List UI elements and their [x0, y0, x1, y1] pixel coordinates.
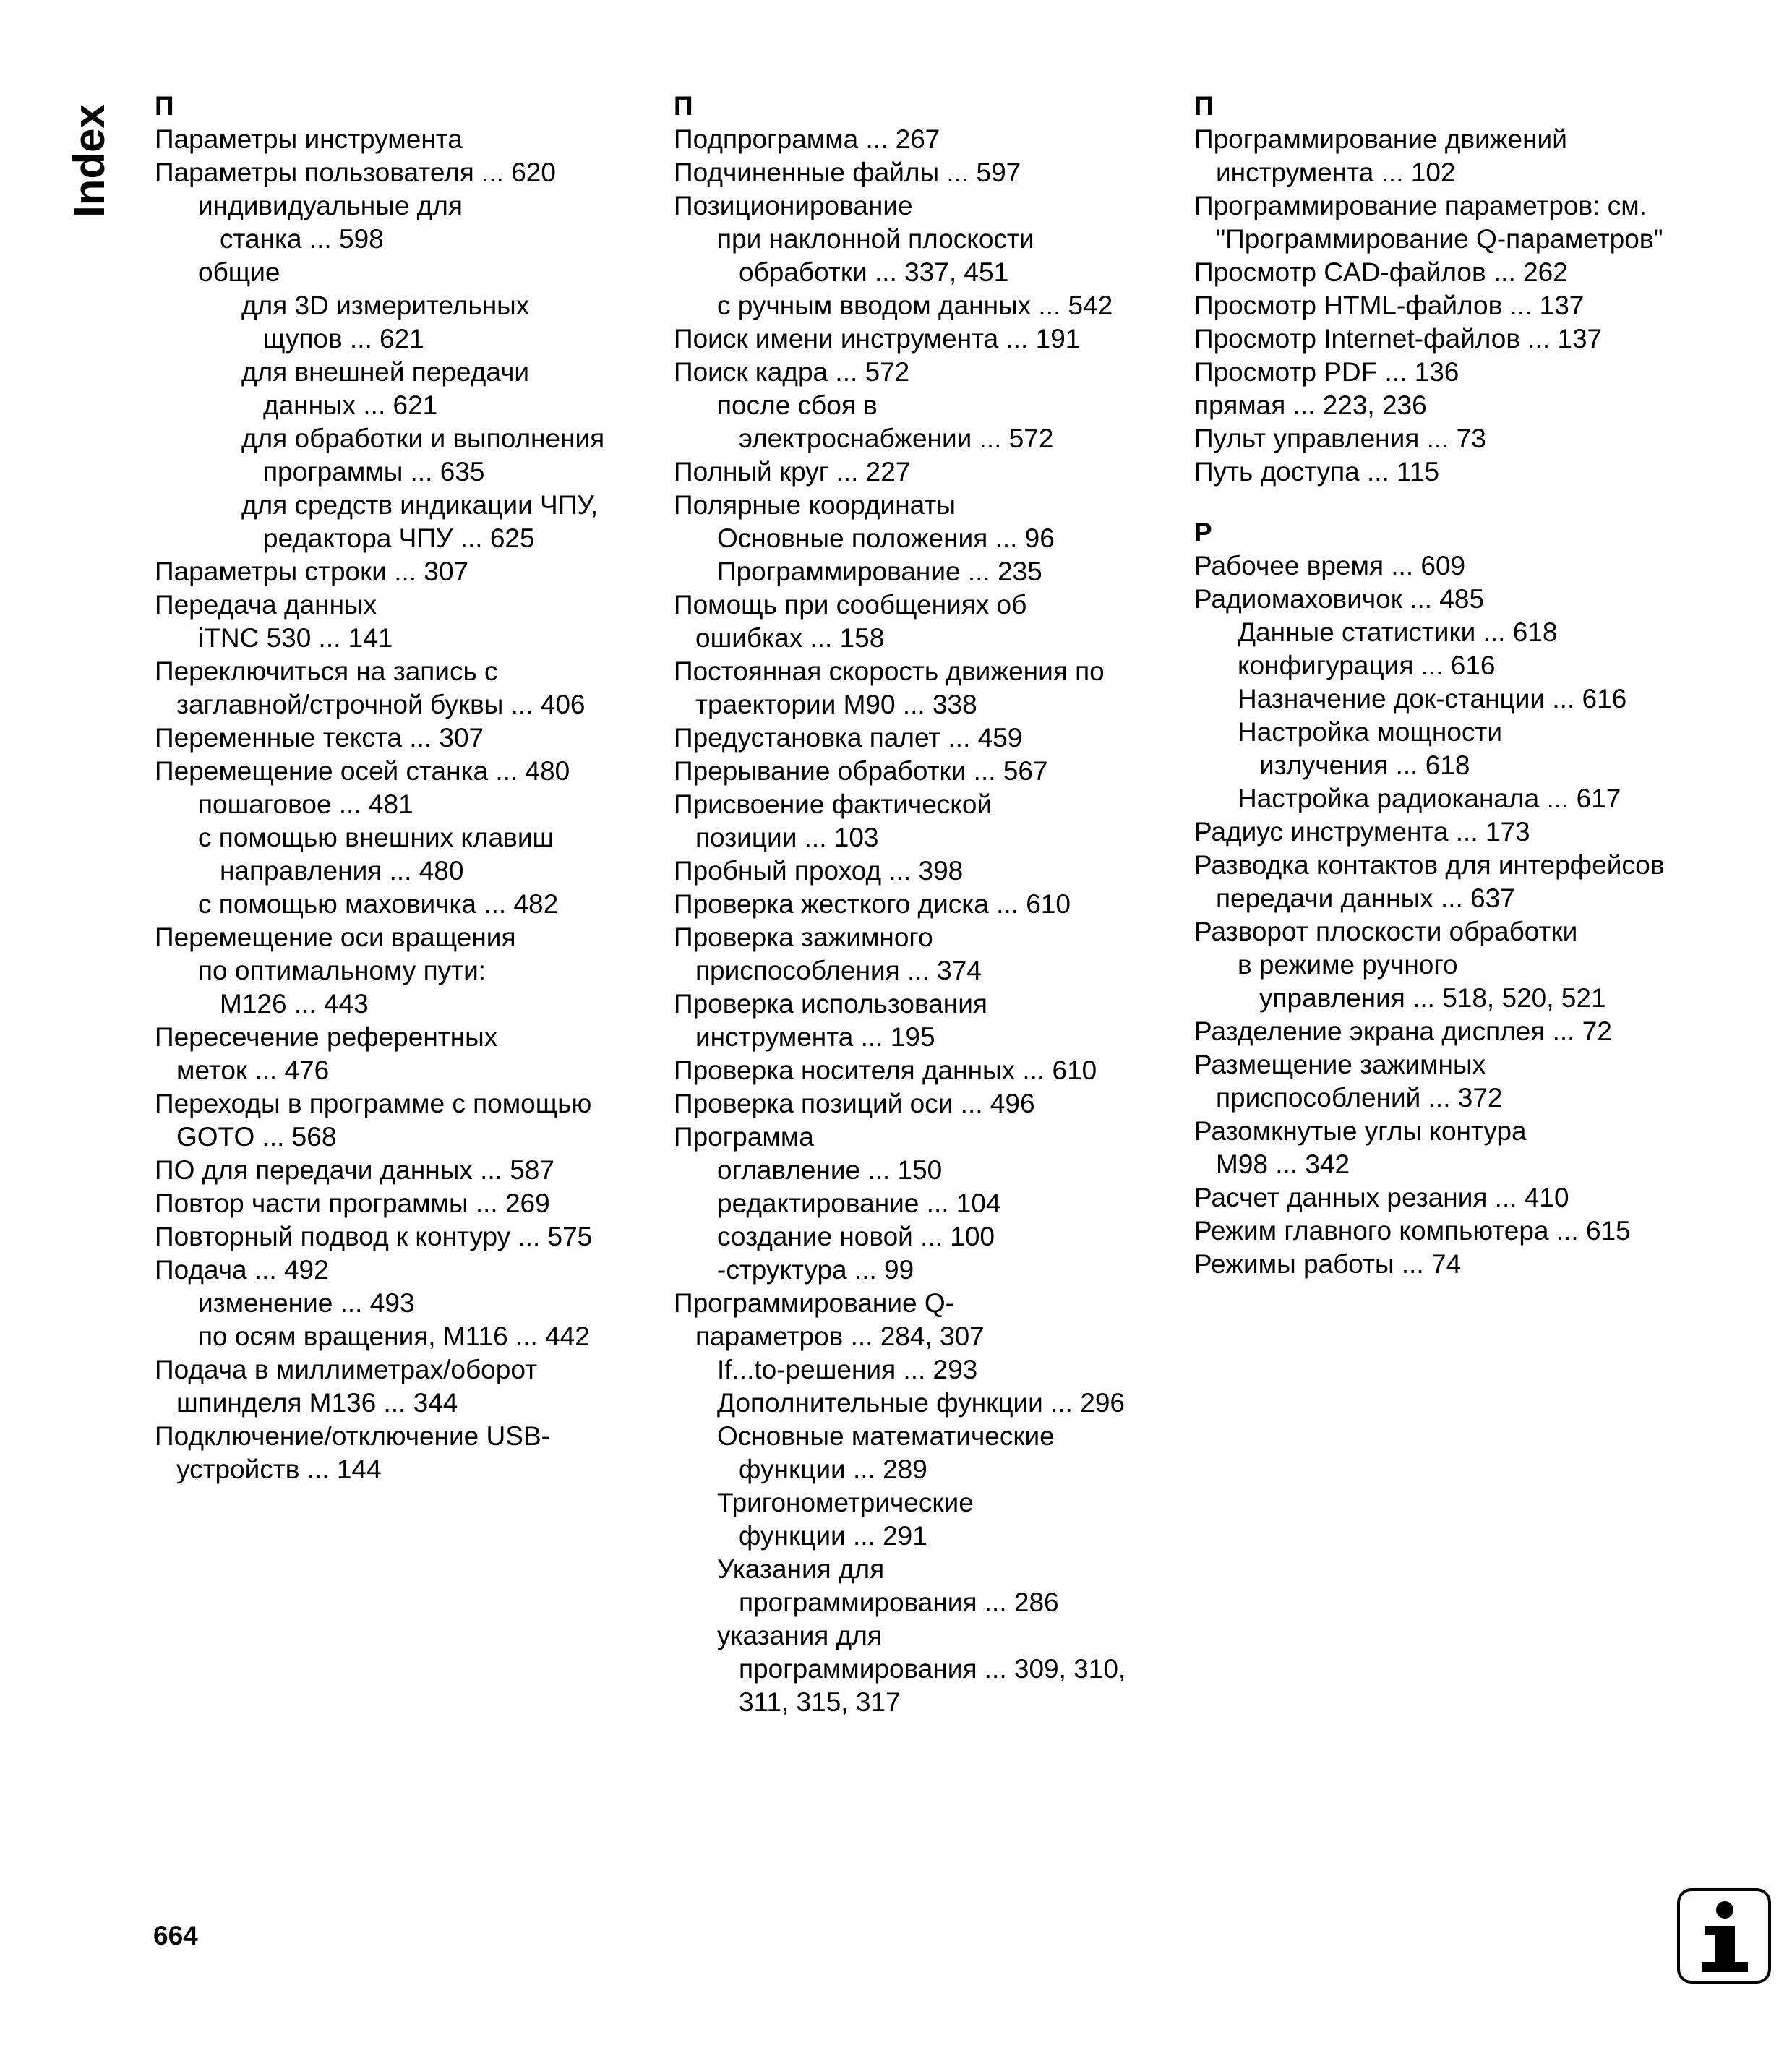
- index-subentry: по осям вращения, M116 ... 442: [198, 1321, 590, 1351]
- index-entry: Переменные текста ... 307: [155, 723, 484, 753]
- index-subentry: "Программирование Q-параметров": [1216, 224, 1663, 254]
- index-letter-heading: П: [155, 91, 174, 121]
- index-subentry: для 3D измерительных: [241, 291, 530, 320]
- index-subentry: GOTO ... 568: [176, 1122, 337, 1152]
- index-subentry: Программирование ... 235: [717, 557, 1042, 586]
- index-entry: Просмотр PDF ... 136: [1194, 357, 1459, 387]
- index-entry: Помощь при сообщениях об: [674, 590, 1027, 620]
- index-subentry: Настройка радиоканала ... 617: [1238, 784, 1621, 813]
- index-subentry: программирования ... 309, 310,: [739, 1654, 1126, 1684]
- index-subentry: шпинделя M136 ... 344: [176, 1388, 458, 1418]
- index-subentry: функции ... 291: [739, 1521, 927, 1551]
- index-subentry: для средств индикации ЧПУ,: [241, 490, 599, 520]
- info-icon: [1677, 1888, 1771, 1984]
- index-entry: Проверка зажимного: [674, 922, 933, 952]
- index-subentry: щупов ... 621: [263, 324, 424, 354]
- index-subentry: Настройка мощности: [1238, 717, 1503, 747]
- index-entry: Подпрограмма ... 267: [674, 124, 940, 154]
- index-entry: Позиционирование: [674, 191, 913, 220]
- index-subentry: Тригонометрические: [717, 1488, 974, 1517]
- index-entry: ПО для передачи данных ... 587: [155, 1155, 554, 1185]
- index-subentry: приспособления ... 374: [695, 956, 982, 985]
- index-entry: Просмотр HTML-файлов ... 137: [1194, 291, 1585, 320]
- index-subentry: редактирование ... 104: [717, 1188, 1001, 1218]
- index-entry: Повтор части программы ... 269: [155, 1188, 550, 1218]
- index-subentry: устройств ... 144: [176, 1454, 382, 1484]
- index-subentry: 311, 315, 317: [739, 1687, 901, 1717]
- index-entry: Проверка использования: [674, 989, 987, 1019]
- index-entry: Подключение/отключение USB-: [155, 1421, 550, 1451]
- index-subentry: инструмента ... 195: [695, 1022, 935, 1052]
- index-entry: Проверка позиций оси ... 496: [674, 1089, 1035, 1118]
- index-subentry: для обработки и выполнения: [241, 424, 605, 453]
- index-subentry: параметров ... 284, 307: [695, 1321, 985, 1351]
- index-subentry: изменение ... 493: [198, 1288, 415, 1318]
- index-entry: Подача ... 492: [155, 1255, 329, 1285]
- index-entry: Параметры инструмента: [155, 124, 463, 154]
- index-entry: Программирование параметров: см.: [1194, 191, 1647, 220]
- index-subentry: редактора ЧПУ ... 625: [263, 523, 535, 553]
- index-subentry: указания для: [717, 1621, 882, 1650]
- index-subentry: передачи данных ... 637: [1216, 883, 1515, 913]
- index-subentry: индивидуальные для: [198, 191, 463, 220]
- index-entry: Разворот плоскости обработки: [1194, 917, 1578, 946]
- index-subentry: траектории M90 ... 338: [695, 690, 977, 719]
- index-subentry: общие: [198, 257, 280, 287]
- index-subentry: функции ... 289: [739, 1454, 927, 1484]
- index-entry: Пульт управления ... 73: [1194, 424, 1486, 453]
- index-entry: Полярные координаты: [674, 490, 956, 520]
- index-subentry: оглавление ... 150: [717, 1155, 943, 1185]
- index-subentry: Дополнительные функции ... 296: [717, 1388, 1125, 1418]
- index-entry: Параметры строки ... 307: [155, 557, 469, 586]
- index-entry: Программирование Q-: [674, 1288, 954, 1318]
- index-subentry: Данные статистики ... 618: [1238, 617, 1558, 647]
- index-subentry: программирования ... 286: [739, 1588, 1059, 1617]
- index-entry: Поиск имени инструмента ... 191: [674, 324, 1081, 354]
- index-entry: прямая ... 223, 236: [1194, 390, 1427, 420]
- index-entry: Просмотр Internet-файлов ... 137: [1194, 324, 1603, 354]
- index-entry: Параметры пользователя ... 620: [155, 158, 556, 187]
- index-entry: Присвоение фактической: [674, 789, 993, 819]
- index-subentry: с помощью внешних клавиш: [198, 823, 554, 852]
- index-entry: Полный круг ... 227: [674, 457, 911, 487]
- index-column-2: [674, 90, 1180, 1719]
- index-subentry: If...to-решения ... 293: [717, 1355, 978, 1384]
- index-subentry: станка ... 598: [220, 224, 384, 254]
- index-subentry: программы ... 635: [263, 457, 485, 487]
- index-subentry: ошибках ... 158: [695, 623, 885, 653]
- index-entry: Разделение экрана дисплея ... 72: [1194, 1016, 1612, 1046]
- index-subentry: пошаговое ... 481: [198, 789, 413, 819]
- index-subentry: меток ... 476: [176, 1055, 330, 1085]
- index-entry: Рабочее время ... 609: [1194, 551, 1466, 580]
- index-subentry: iTNC 530 ... 141: [198, 623, 393, 653]
- index-entry: Разводка контактов для интерфейсов: [1194, 850, 1665, 880]
- index-entry: Радиомаховичок ... 485: [1194, 584, 1485, 614]
- index-entry: Путь доступа ... 115: [1194, 457, 1440, 487]
- index-subentry: по оптимальному пути:: [198, 956, 486, 985]
- index-entry: Повторный подвод к контуру ... 575: [155, 1222, 593, 1251]
- index-entry: Прерывание обработки ... 567: [674, 756, 1048, 786]
- index-entry: Режим главного компьютера ... 615: [1194, 1216, 1631, 1246]
- index-subentry: излучения ... 618: [1259, 750, 1470, 780]
- index-entry: Проверка жесткого диска ... 610: [674, 889, 1071, 919]
- index-side-title: [65, 94, 113, 228]
- index-entry: Просмотр CAD-файлов ... 262: [1194, 257, 1568, 287]
- index-subentry: Указания для: [717, 1554, 885, 1584]
- index-subentry: с помощью маховичка ... 482: [198, 889, 559, 919]
- index-entry: Программирование движений: [1194, 124, 1567, 154]
- index-entry: Пробный проход ... 398: [674, 856, 964, 886]
- index-entry: Радиус инструмента ... 173: [1194, 817, 1530, 847]
- index-subentry: управления ... 518, 520, 521: [1259, 983, 1606, 1013]
- index-column-1: [155, 90, 661, 1486]
- index-subentry: Основные математические: [717, 1421, 1055, 1451]
- index-entry: Переходы в программе с помощью: [155, 1089, 592, 1118]
- index-subentry: приспособлений ... 372: [1216, 1083, 1503, 1113]
- index-subentry: создание новой ... 100: [717, 1222, 995, 1251]
- index-subentry: после сбоя в: [717, 390, 878, 420]
- index-letter-heading: П: [674, 91, 693, 121]
- index-subentry: направления ... 480: [220, 856, 464, 886]
- index-subentry: обработки ... 337, 451: [739, 257, 1009, 287]
- index-entry: Подача в миллиметрах/оборот: [155, 1355, 538, 1384]
- index-entry: Режимы работы ... 74: [1194, 1249, 1462, 1279]
- index-entry: Расчет данных резания ... 410: [1194, 1183, 1569, 1212]
- index-entry: Подчиненные файлы ... 597: [674, 158, 1021, 187]
- info-icon-dot: [1716, 1901, 1733, 1919]
- index-subentry: M126 ... 443: [220, 989, 369, 1019]
- index-subentry: заглавной/строчной буквы ... 406: [176, 690, 586, 719]
- index-entry: Программа: [674, 1122, 814, 1152]
- index-entry: Перемещение осей станка ... 480: [155, 756, 570, 786]
- index-side-title-text: Index: [64, 104, 113, 218]
- page-number: 664: [153, 1921, 198, 1950]
- index-column-3: [1194, 90, 1700, 1281]
- index-entry: Передача данных: [155, 590, 377, 620]
- index-letter-heading: Р: [1194, 518, 1212, 547]
- index-letter-heading: П: [1194, 91, 1214, 121]
- index-subentry: -структура ... 99: [717, 1255, 914, 1285]
- index-subentry: Основные положения ... 96: [717, 523, 1055, 553]
- index-subentry: в режиме ручного: [1238, 950, 1458, 980]
- index-entry: Постоянная скорость движения по: [674, 656, 1105, 686]
- index-entry: Предустановка палет ... 459: [674, 723, 1023, 753]
- index-entry: Размещение зажимных: [1194, 1050, 1486, 1079]
- index-entry: Проверка носителя данных ... 610: [674, 1055, 1097, 1085]
- info-icon-base: [1702, 1962, 1748, 1972]
- index-subentry: данных ... 621: [263, 390, 438, 420]
- index-entry: Пересечение референтных: [155, 1022, 498, 1052]
- index-entry: Поиск кадра ... 572: [674, 357, 910, 387]
- index-entry: Перемещение оси вращения: [155, 922, 516, 952]
- index-subentry: при наклонной плоскости: [717, 224, 1034, 254]
- index-entry: Разомкнутые углы контура: [1194, 1116, 1527, 1146]
- index-subentry: Назначение док-станции ... 616: [1238, 684, 1627, 714]
- index-subentry: инструмента ... 102: [1216, 158, 1456, 187]
- index-subentry: M98 ... 342: [1216, 1149, 1350, 1179]
- index-subentry: позиции ... 103: [695, 823, 879, 852]
- index-entry: Переключиться на запись с: [155, 656, 498, 686]
- index-subentry: конфигурация ... 616: [1238, 651, 1496, 680]
- index-subentry: электроснабжении ... 572: [739, 424, 1054, 453]
- index-subentry: для внешней передачи: [241, 357, 530, 387]
- index-subentry: с ручным вводом данных ... 542: [717, 291, 1113, 320]
